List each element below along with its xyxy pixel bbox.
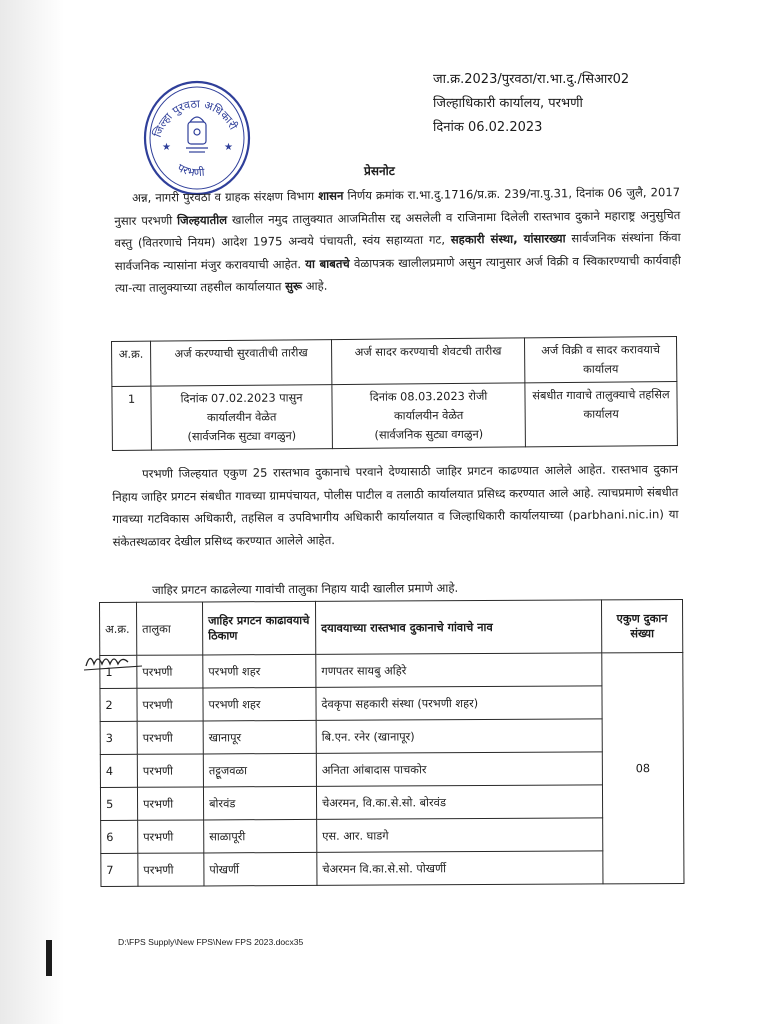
seal-graphic	[142, 78, 252, 196]
shops-header-row	[100, 599, 683, 655]
file-path-footer: D:\FPS Supply\New FPS\New FPS 2023.docx35	[118, 937, 304, 947]
shops-table	[99, 599, 684, 887]
seal-top-text: जिल्हा पुरवठा अधिकारी	[150, 97, 240, 140]
schedule-header-row	[112, 337, 677, 387]
table-row: 6 परभणी साळापूरी एस. आर. घाडगे	[101, 817, 684, 853]
list-intro-text: जाहिर प्रगटन काढलेल्या गावांची तालुका निहाय यादी खालील प्रमाणे आहे.	[152, 580, 459, 597]
schedule-row-no: 1	[112, 386, 152, 450]
seal-star-right-icon: ★	[224, 142, 233, 153]
svg-text:जिल्हा पुरवठा अधिकारी	[151, 97, 240, 139]
letter-date: दिनांक 06.02.2023	[433, 120, 543, 135]
schedule-row-end: दिनांक 08.03.2023 रोजी कार्यालयीन वेळेत (सार्वजनिक सुट्या वगळुन)	[332, 383, 526, 449]
letter-header	[433, 68, 629, 140]
svg-text:परभणी	[175, 161, 205, 179]
body-paragraph: अन्न, नागरी पुरवठा व ग्राहक संरक्षण विभाग शासन निर्णय क्रमांक रा.भा.दु.1716/प्र.क्र. 239/ना.पु.31, दिनांक 06 जुलै, 2017 नुसार परभणी जिल्हयातील खालील नमुद तालुक्यात आजमितीस रद्द असलेली व राजिनामा दिलेली रास्तभाव दुकाने महाराष्ट्र अनुसुचित वस्तु (वितरणाचे नियम) आदेश 1975 अन्वये पंचायती, स्वंय सहाय्यता गट, सहकारी संस्था, यांसारख्या सार्वजनिक संस्थांना किंवा सार्वजनिक न्यासांना मंजुर करावयाची आहेत. या बाबतचे वेळापत्रक खालीलप्रमाणे असुन त्यानुसार अर्ज विक्री व स्विकारण्याची कार्यवाही त्या-त्या तालुक्याच्या तहसील कार्यालयात सुरू आहे.	[114, 185, 681, 295]
schedule-header-end: अर्ज सादर करण्याची शेवटची तारीख	[331, 338, 524, 385]
press-note-title: प्रेसनोट	[364, 164, 395, 178]
shops-header-taluka: तालुका	[137, 602, 203, 655]
table-row: 5 परभणी बोरवंड चेअरमन, वि.का.से.सो. बोरवंड	[100, 784, 683, 820]
emblem-icon	[186, 117, 208, 152]
schedule-table	[111, 336, 678, 451]
announcement-paragraph: परभणी जिल्हयात एकुण 25 रास्तभाव दुकानाचे परवाने देण्यासाठी जाहिर प्रगटन काढण्यात आलेले आहेत. रास्तभाव दुकान निहाय जाहिर प्रगटन संबधीत गावच्या ग्रामपंचायत, पोलीस पाटील व तलाठी कार्यालयात प्रसिध्द करण्यात आले आहे. त्याचप्रमाणे संबधीत गावच्या गटविकास अधिकारी, तहसिल व उपविभागीय अधिकारी कार्यालयात व जिल्हाधिकारी कार्यालयाच्या (parbhani.nic.in) या संकेतस्थळावर देखील प्रसिध्द करण्यात आलेले आहेत.	[112, 462, 679, 549]
schedule-header-office: अर्ज विक्री व सादर करावयाचे कार्यालय	[524, 337, 676, 383]
seal-star-left-icon: ★	[162, 142, 171, 153]
schedule-header-no: अ.क्र.	[112, 341, 151, 386]
schedule-row-start: दिनांक 07.02.2023 पासुन कार्यालयीन वेळेत (सार्वजनिक सुट्या वगळुन)	[151, 385, 333, 451]
handwritten-signature	[82, 648, 144, 674]
table-row: 4 परभणी तट्टूजवळा अनिता आंबादास पाचकोर	[100, 751, 683, 787]
shops-total-count: 08	[602, 652, 684, 883]
reference-number: जा.क्र.2023/पुरवठा/रा.भा.दु./सिआर02	[433, 72, 630, 87]
schedule-row	[112, 382, 678, 451]
table-row: 1 परभणी परभणी शहर गणपतर सायबु अहिरे 08	[100, 652, 683, 688]
shops-header-no: अ.क्र.	[100, 602, 137, 655]
schedule-row-office: संबधीत गावाचे तालुक्याचे तहसिल कार्यालय	[525, 382, 678, 447]
schedule-header-start: अर्ज करण्याची सुरवातीची तारीख	[151, 340, 332, 387]
shops-header-place: जाहिर प्रगटन काढावयाचे ठिकाण	[203, 601, 316, 655]
office-seal	[142, 78, 252, 196]
shops-header-count: एकुण दुकान संख्या	[601, 599, 682, 652]
page-edge-shadow	[0, 0, 64, 1024]
table-row: 7 परभणी पोखर्णी चेअरमन वि.का.से.सो. पोखर्णी	[101, 850, 684, 886]
office-name: जिल्हाधिकारी कार्यालय, परभणी	[433, 96, 583, 111]
table-row: 3 परभणी खानापूर बि.एन. रनेर (खानापूर)	[100, 718, 683, 754]
table-row: 2 परभणी परभणी शहर देवकृपा सहकारी संस्था (परभणी शहर)	[100, 685, 683, 721]
scan-edge-mark	[46, 940, 52, 976]
seal-bottom-text: परभणी	[175, 161, 205, 180]
shops-header-village: दयावयाच्या रास्तभाव दुकानाचे गांवाचे नाव	[315, 600, 601, 654]
